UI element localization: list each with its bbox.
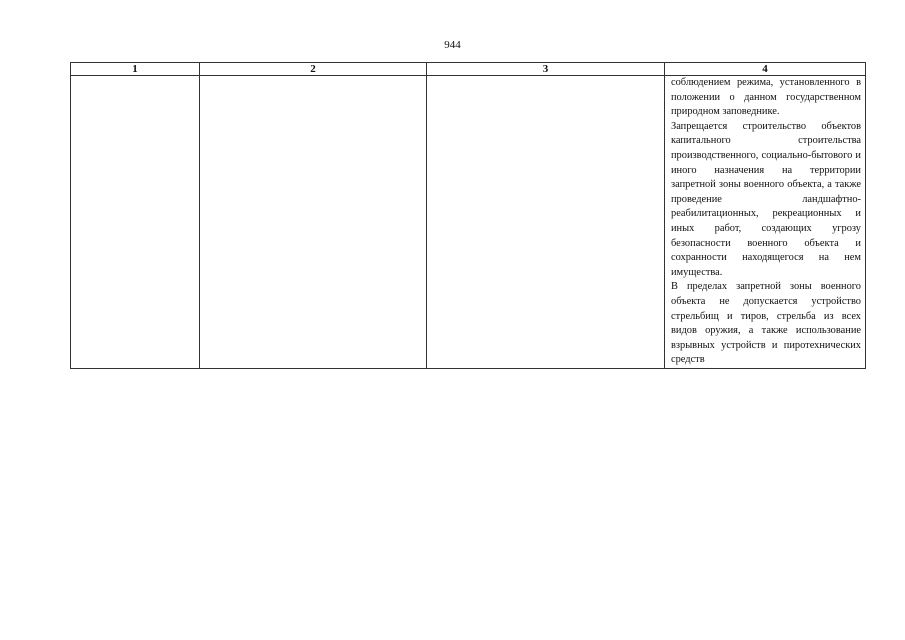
table-cell-col2 [200, 76, 427, 369]
table-cell-col3 [427, 76, 665, 369]
page-number: 944 [444, 39, 461, 51]
paragraph-construction-ban: Запрещается строительство объектов капитального строительства производственного, социально-бытового и иного назначения на территории запретной зоны военного объекта, а также проведение ландшафтно-реабилитационных, рекреационных и иных работ, создающих угрозу безопасности военного объекта и сохранности находящегося на нем имущества. [671, 120, 861, 278]
cell-text-block [665, 76, 865, 368]
table-cell-col4 [665, 76, 866, 369]
paragraph-regime: соблюдением режима, установленного в положении о данном государственном природном заповеднике. [671, 77, 861, 118]
column-header-4: 4 [665, 63, 866, 76]
table-header-row [71, 63, 866, 76]
table-cell-col1 [71, 76, 200, 369]
paragraph-firing-ban: В пределах запретной зоны военного объекта не допускается устройство стрельбищ и тиров, стрельба из всех видов оружия, а также использование взрывных устройств и пиротехнических средств [671, 281, 861, 366]
column-header-2: 2 [200, 63, 427, 76]
document-table [70, 62, 866, 369]
table-row [71, 76, 866, 369]
column-header-1: 1 [71, 63, 200, 76]
column-header-3: 3 [427, 63, 665, 76]
